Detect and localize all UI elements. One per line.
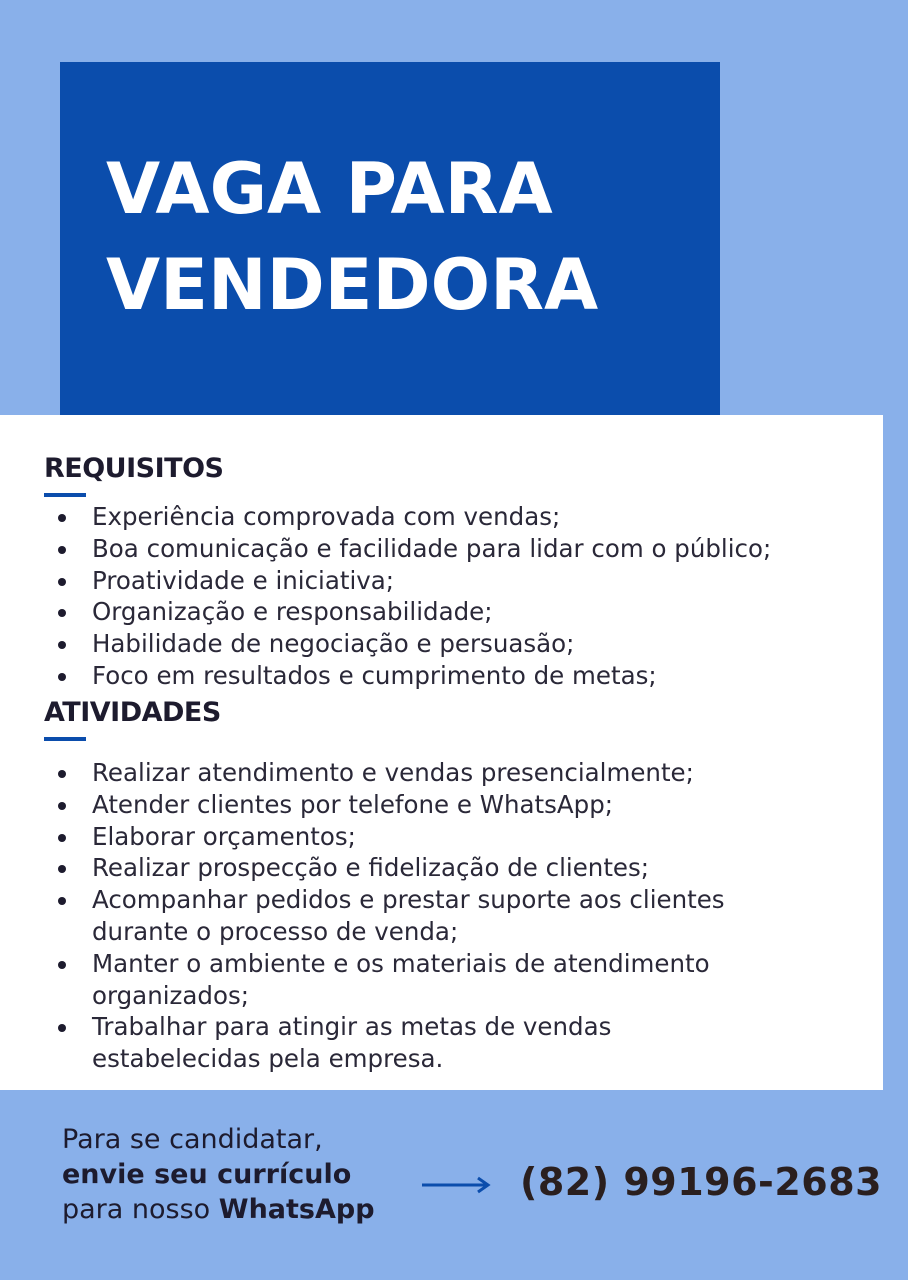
atividades-underline (44, 737, 86, 741)
list-item: Atender clientes por telefone e WhatsApp; (52, 789, 872, 821)
list-item: Trabalhar para atingir as metas de vendas (52, 1011, 872, 1043)
list-item: Elaborar orçamentos; (52, 821, 872, 853)
list-item: Realizar atendimento e vendas presencialmente; (52, 757, 872, 789)
title-line-1: VAGA PARA (106, 148, 553, 230)
list-item: Realizar prospecção e fidelização de clientes; (52, 852, 872, 884)
list-item: Manter o ambiente e os materiais de atendimento (52, 948, 872, 980)
requisitos-heading: REQUISITOS (44, 453, 224, 484)
atividades-heading: ATIVIDADES (44, 697, 221, 728)
whatsapp-label: WhatsApp (218, 1194, 375, 1225)
title-line-2: VENDEDORA (106, 244, 599, 326)
phone-number[interactable]: (82) 99196-2683 (520, 1160, 883, 1204)
atividades-list (52, 757, 872, 1075)
list-item: Habilidade de negociação e persuasão; (52, 628, 872, 660)
requisitos-list (52, 501, 872, 692)
list-item-continuation: estabelecidas pela empresa. (92, 1044, 444, 1074)
apply-line-1: Para se candidatar, (62, 1124, 323, 1155)
list-item: Proatividade e iniciativa; (52, 565, 872, 597)
list-item: Foco em resultados e cumprimento de metas; (52, 660, 872, 692)
apply-line-2: envie seu currículo (62, 1159, 352, 1190)
list-item: Organização e responsabilidade; (52, 596, 872, 628)
list-item: Acompanhar pedidos e prestar suporte aos clientes (52, 884, 872, 916)
apply-line-3 (62, 1192, 375, 1227)
list-item: Boa comunicação e facilidade para lidar com o público; (52, 533, 872, 565)
apply-instructions (62, 1122, 375, 1227)
apply-line-3-prefix: para nosso (62, 1194, 219, 1225)
requisitos-underline (44, 493, 86, 497)
list-item: Experiência comprovada com vendas; (52, 501, 872, 533)
content-panel (0, 415, 883, 1090)
title-banner (60, 62, 720, 417)
list-item-continuation: organizados; (92, 980, 249, 1010)
right-arrow-icon (422, 1175, 494, 1195)
list-item-continuation: durante o processo de venda; (92, 916, 459, 946)
